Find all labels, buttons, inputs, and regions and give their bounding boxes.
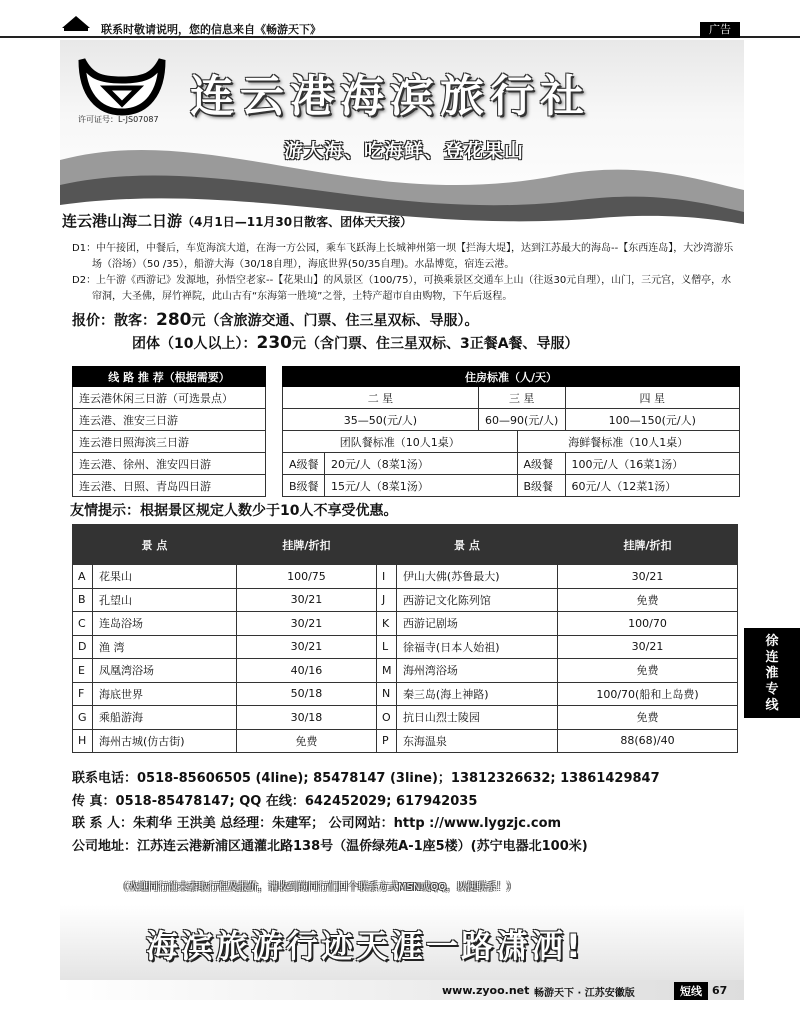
spot-price: 100/75 [236,565,376,589]
spot-price: 免费 [558,588,738,612]
stay-table [282,366,740,497]
team-meal-header: 团队餐标准（10人1桌） [283,431,518,453]
side-tab-label: 徐连淮专线 [765,634,779,713]
spot-row [73,565,738,589]
hero-banner [60,40,744,225]
spot-name: 乘船游海 [93,706,237,730]
price-col-header: 挂牌/折扣 [236,525,376,565]
contact-person: 联 系 人：朱莉华 王洪美 总经理：朱建军； 公司网站：http ://www.lygzjc.com [72,816,562,831]
magazine-logo-icon [60,14,92,32]
page-number: 67 [712,984,728,997]
spot-price: 88(68)/40 [558,729,738,753]
footer-url[interactable]: www.zyoo.net [442,984,530,997]
contact-address: 公司地址：江苏连云港新浦区通灌北路138号（温侨绿苑A-1座5楼）(苏宁电器北100米) [72,838,588,854]
spot-code: H [73,729,93,753]
footer-category: 短线 [674,982,708,1000]
footer-magazine: 畅游天下 · 江苏安徽版 [534,988,635,999]
spot-code: K [376,612,396,636]
tour-subtitle: （4月1日—11月30日散客、团体天天接） [182,215,413,229]
page-footer [60,980,744,1000]
spot-name: 东海温泉 [396,729,557,753]
spot-row [73,612,738,636]
spot-name: 徐福寺(日本人始祖) [396,635,557,659]
meal-team-price: 20元/人（8菜1汤） [325,453,518,475]
ad-tag: 广告 [700,22,740,38]
spot-code: F [73,682,93,706]
spot-code: P [376,729,396,753]
meal-grade: B级餐 [283,475,325,497]
spot-code: E [73,659,93,683]
contact-fax: 传 真：0518-85478147; QQ 在线：642452029; 617942035 [72,793,478,809]
route-item: 连云港、淮安三日游 [73,409,266,431]
spot-price: 50/18 [236,682,376,706]
spot-row [73,682,738,706]
spot-code: L [376,635,396,659]
stay-level: 四 星 [565,387,739,409]
spots-table [72,524,738,753]
meal-grade: B级餐 [517,475,565,497]
spot-row [73,659,738,683]
spot-name: 西游记文化陈列馆 [396,588,557,612]
itinerary [72,241,738,305]
meal-grade: A级餐 [517,453,565,475]
route-item: 连云港日照海滨三日游 [73,431,266,453]
seafood-meal-header: 海鲜餐标准（10人1桌） [517,431,739,453]
spot-price: 免费 [558,659,738,683]
stay-level: 三 星 [478,387,565,409]
spot-code: D [73,635,93,659]
spot-row [73,729,738,753]
spot-name: 花果山 [93,565,237,589]
spot-price: 40/16 [236,659,376,683]
spot-name: 连岛浴场 [93,612,237,636]
spot-name: 西游记剧场 [396,612,557,636]
route-table [72,366,266,497]
price-col-header: 挂牌/折扣 [558,525,738,565]
friendly-tip: 友情提示：根据景区规定人数少于10人不享受优惠。 [70,503,398,519]
meal-team-price: 15元/人（8菜1汤） [325,475,518,497]
spot-price: 免费 [236,729,376,753]
meal-seafood-price: 60元/人（12菜1汤） [565,475,739,497]
itinerary-day1: D1：中午接团，中餐后，车览海滨大道，在海一方公园，乘车飞跃海上长城神州第一坝【拦海大堤】，达到江苏最大的海岛--【东西连岛】，大沙湾游乐场（浴场）（50 /35），船游大海（30/18自理），海底世界(50/35自理)。水晶博览，宿连云港。 [72,243,734,270]
itinerary-day2: D2：上午游《西游记》发源地，孙悟空老家--【花果山】的风景区（100/75），可换乘景区交通车上山（往返30元自理），山门，三元宫，义僧亭，水帘洞，大圣佛，屏竹禅院，此山古有“东海第一胜境”之誉，土特产超市自由购物，下午后返程。 [72,275,732,302]
spot-price: 100/70 [558,612,738,636]
spot-name: 海州湾浴场 [396,659,557,683]
spot-price: 30/21 [558,635,738,659]
spot-price: 30/21 [558,565,738,589]
spot-code: N [376,682,396,706]
stay-price: 35—50(元/人) [283,409,479,431]
spot-price: 30/21 [236,612,376,636]
license-number: 许可证号：L-JS07087 [78,115,159,124]
contact-block [72,768,738,858]
spot-name: 凤凰湾浴场 [93,659,237,683]
spot-code: O [376,706,396,730]
spot-code: B [73,588,93,612]
price-group-value: 230 [256,333,292,353]
spot-name: 伊山大佛(苏鲁最大) [396,565,557,589]
contact-phone: 联系电话：0518-85606505 (4line); 85478147 (3line)；13812326632; 13861429847 [72,771,660,786]
route-item: 连云港休闲三日游（可选景点） [73,387,266,409]
price-group [132,333,579,353]
spot-code: C [73,612,93,636]
spot-row [73,588,738,612]
spot-code: G [73,706,93,730]
price-label: 报价：散客： [72,313,156,329]
price-group-note: 元（含门票、住三星双标、3正餐A餐、导服） [291,336,579,352]
banner-slogan: 海滨旅游行迹天涯一路潇洒! [146,927,584,965]
spot-price: 30/21 [236,635,376,659]
bottom-banner [60,905,744,980]
stay-level: 二 星 [283,387,479,409]
route-item: 连云港、徐州、淮安四日游 [73,453,266,475]
spot-name: 渔 湾 [93,635,237,659]
side-tab [744,628,800,718]
spot-price: 100/70(船和上岛费) [558,682,738,706]
spot-name: 海州古城(仿古街) [93,729,237,753]
stay-price: 60—90(元/人) [478,409,565,431]
route-table-header: 线 路 推 荐（根据需要） [73,367,266,387]
spot-row [73,635,738,659]
spot-code: I [376,565,396,589]
invite-note: （欢迎同行前来索取行程及报价，请收到的同行们回个联系方式MSN或QQ，以便联系！） [118,882,517,893]
source-notice: 联系时敬请说明，您的信息来自《畅游天下》 [101,23,321,36]
spot-name: 秦三岛(海上神路) [396,682,557,706]
slogan: 游大海、吃海鲜、登花果山 [284,140,525,162]
spot-code: J [376,588,396,612]
spot-row [73,706,738,730]
spot-code: M [376,659,396,683]
price-individual [72,310,479,330]
spot-col-header: 景 点 [376,525,557,565]
spot-price: 30/18 [236,706,376,730]
price-single-note: 元（含旅游交通、门票、住三星双标、导服）。 [191,313,479,329]
spot-code: A [73,565,93,589]
top-bar [0,0,800,38]
spot-name: 抗日山烈士陵园 [396,706,557,730]
spot-price: 30/21 [236,588,376,612]
price-single-value: 280 [156,310,192,330]
stay-price: 100—150(元/人) [565,409,739,431]
route-item: 连云港、日照、青岛四日游 [73,475,266,497]
tour-title [62,210,412,231]
group-label: 团体（10人以上）： [132,336,257,352]
tour-title-text: 连云港山海二日游 [62,212,183,230]
spot-name: 海底世界 [93,682,237,706]
spot-col-header: 景 点 [73,525,237,565]
spot-price: 免费 [558,706,738,730]
spot-name: 孔望山 [93,588,237,612]
meal-seafood-price: 100元/人（16菜1汤） [565,453,739,475]
stay-header: 住房标准（人/天） [283,367,740,387]
agency-name: 连云港海滨旅行社 [190,71,590,122]
meal-grade: A级餐 [283,453,325,475]
